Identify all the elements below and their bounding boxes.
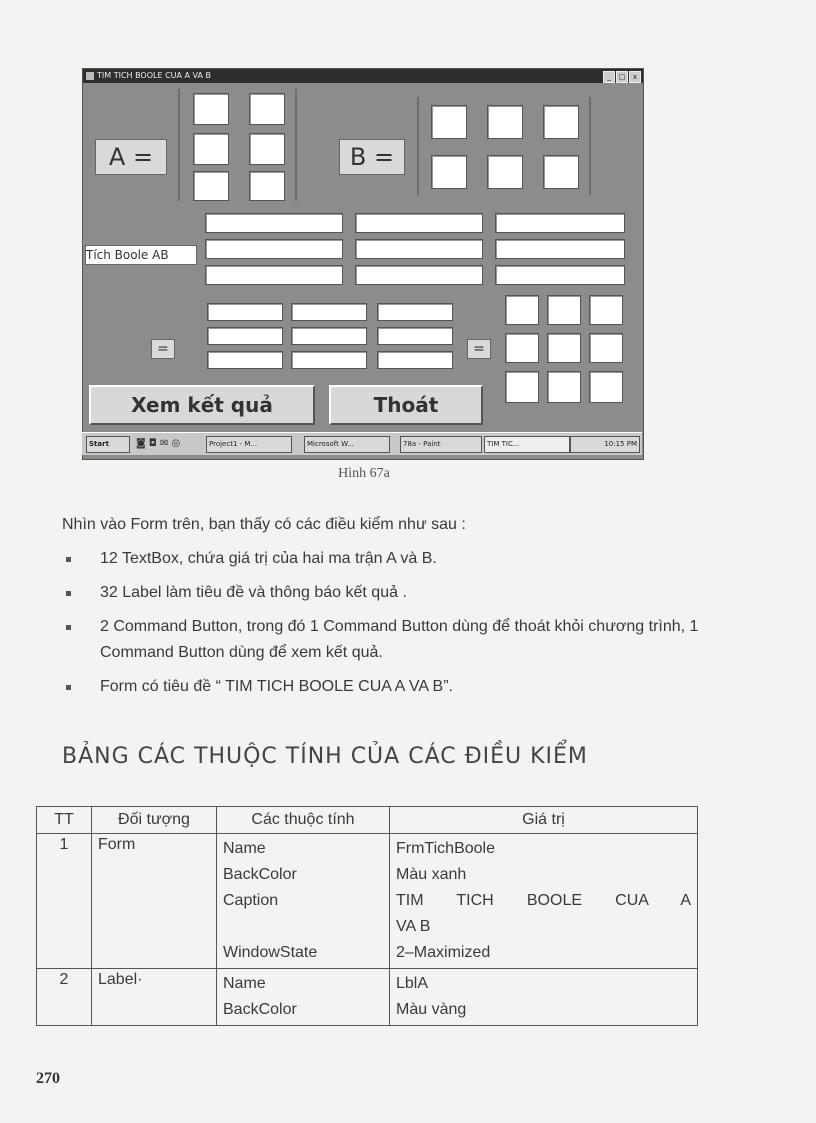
result-cell	[589, 333, 623, 363]
prop-value: LblA	[396, 975, 429, 992]
textbox-b[interactable]	[487, 155, 523, 189]
textbox-a[interactable]	[249, 93, 285, 125]
prop-value: Màu vàng	[396, 1001, 467, 1018]
prop-name: Caption	[223, 892, 279, 909]
column-header: Giá trị	[390, 807, 698, 834]
figure-caption: Hình 67a	[338, 466, 390, 481]
textbox-b[interactable]	[543, 105, 579, 139]
result-label	[377, 351, 453, 369]
textbox-b[interactable]	[487, 105, 523, 139]
result-label	[291, 327, 367, 345]
cell-object: Form	[92, 834, 217, 969]
prop-value: FrmTichBoole	[396, 840, 495, 857]
properties-table	[36, 806, 698, 1026]
result-label	[377, 303, 453, 321]
divider	[295, 89, 297, 201]
list-item	[60, 614, 720, 666]
result-label	[205, 265, 343, 285]
label-equals: =	[467, 339, 491, 359]
textbox-b[interactable]	[543, 155, 579, 189]
bullet-icon	[66, 591, 71, 596]
taskbar-item[interactable]: Project1 - M...	[206, 436, 292, 453]
result-label	[495, 239, 625, 259]
bullet-text: 12 TextBox, chứa giá trị của hai ma trận A và B.	[100, 550, 437, 567]
result-cell	[547, 295, 581, 325]
app-icon	[86, 72, 94, 80]
result-label	[377, 327, 453, 345]
taskbar-item[interactable]: Microsoft W...	[304, 436, 390, 453]
prop-value: TIM TICH BOOLE CUA A	[396, 892, 691, 909]
bullet-icon	[66, 685, 71, 690]
start-button[interactable]: Start	[86, 436, 130, 453]
close-button[interactable]: x	[629, 71, 641, 83]
bullet-text: Form có tiêu đề “ TIM TICH BOOLE CUA A VA B”.	[100, 678, 453, 695]
maximize-button[interactable]: □	[616, 71, 628, 83]
cell-values	[390, 834, 698, 969]
system-clock: 10:15 PM	[570, 436, 640, 453]
result-label	[355, 265, 483, 285]
result-cell	[547, 371, 581, 403]
prop-name	[223, 914, 383, 940]
window-title: TIM TICH BOOLE CUA A VA B	[97, 71, 212, 80]
label-a: A =	[95, 139, 167, 175]
bullet-list	[60, 546, 720, 708]
minimize-button[interactable]: _	[603, 71, 615, 83]
cell-values	[390, 969, 698, 1026]
textbox-a[interactable]	[193, 93, 229, 125]
taskbar-item[interactable]: 78a - Paint	[400, 436, 482, 453]
form-screenshot	[82, 68, 644, 460]
cell-props	[217, 969, 390, 1026]
section-heading: BẢNG CÁC THUỘC TÍNH CỦA CÁC ĐIỀU KIỂM	[62, 744, 588, 769]
divider	[417, 97, 419, 195]
result-label	[291, 303, 367, 321]
cell-tt: 2	[37, 969, 92, 1026]
cell-tt: 1	[37, 834, 92, 969]
prop-value: VA B	[396, 918, 431, 935]
prop-name: WindowState	[223, 944, 318, 961]
cell-object: Label·	[92, 969, 217, 1026]
list-item	[60, 674, 720, 700]
result-cell	[505, 371, 539, 403]
textbox-b[interactable]	[431, 105, 467, 139]
result-cell	[505, 333, 539, 363]
label-b: B =	[339, 139, 405, 175]
textbox-a[interactable]	[193, 133, 229, 165]
textbox-a[interactable]	[249, 133, 285, 165]
prop-name: BackColor	[223, 1001, 297, 1018]
label-equals: =	[151, 339, 175, 359]
result-label	[205, 213, 343, 233]
bullet-icon	[66, 557, 71, 562]
page-number: 270	[36, 1070, 60, 1087]
column-header: TT	[37, 807, 92, 834]
prop-name: Name	[223, 975, 266, 992]
result-label	[207, 327, 283, 345]
view-result-button[interactable]: Xem kết quả	[89, 385, 315, 425]
table-row	[37, 834, 698, 969]
bullet-text: 32 Label làm tiêu đề và thông báo kết quả .	[100, 584, 407, 601]
intro-text: Nhìn vào Form trên, bạn thấy có các điều kiểm như sau :	[62, 516, 466, 533]
taskbar	[82, 432, 642, 455]
result-cell	[589, 371, 623, 403]
divider	[589, 97, 591, 195]
textbox-b[interactable]	[431, 155, 467, 189]
bullet-text: 2 Command Button, trong đó 1 Command Button dùng để thoát khỏi chương trình, 1 Command Button dùng để xem kết quả.	[100, 618, 699, 661]
quick-launch-icons[interactable]: ◙ ◘ ✉ ◎	[136, 438, 181, 449]
table-row	[37, 969, 698, 1026]
result-cell	[589, 295, 623, 325]
column-header: Các thuộc tính	[217, 807, 390, 834]
result-cell	[505, 295, 539, 325]
textbox-a[interactable]	[193, 171, 229, 201]
result-cell	[547, 333, 581, 363]
table-header-row	[37, 807, 698, 834]
prop-name: BackColor	[223, 866, 297, 883]
result-label	[207, 303, 283, 321]
result-label	[495, 265, 625, 285]
exit-button[interactable]: Thoát	[329, 385, 483, 425]
result-label	[205, 239, 343, 259]
result-label	[291, 351, 367, 369]
cell-props	[217, 834, 390, 969]
result-label	[495, 213, 625, 233]
prop-value: 2–Maximized	[396, 944, 491, 961]
bullet-icon	[66, 625, 71, 630]
label-product: Tích Boole AB	[85, 245, 197, 265]
list-item	[60, 580, 720, 606]
divider	[178, 89, 180, 201]
prop-value: Màu xanh	[396, 866, 467, 883]
column-header: Đối tượng	[92, 807, 217, 834]
list-item	[60, 546, 720, 572]
result-label	[207, 351, 283, 369]
textbox-a[interactable]	[249, 171, 285, 201]
window-titlebar	[83, 69, 643, 83]
taskbar-item-active[interactable]: TIM TIC...	[484, 436, 570, 453]
result-label	[355, 213, 483, 233]
prop-name: Name	[223, 840, 266, 857]
result-label	[355, 239, 483, 259]
